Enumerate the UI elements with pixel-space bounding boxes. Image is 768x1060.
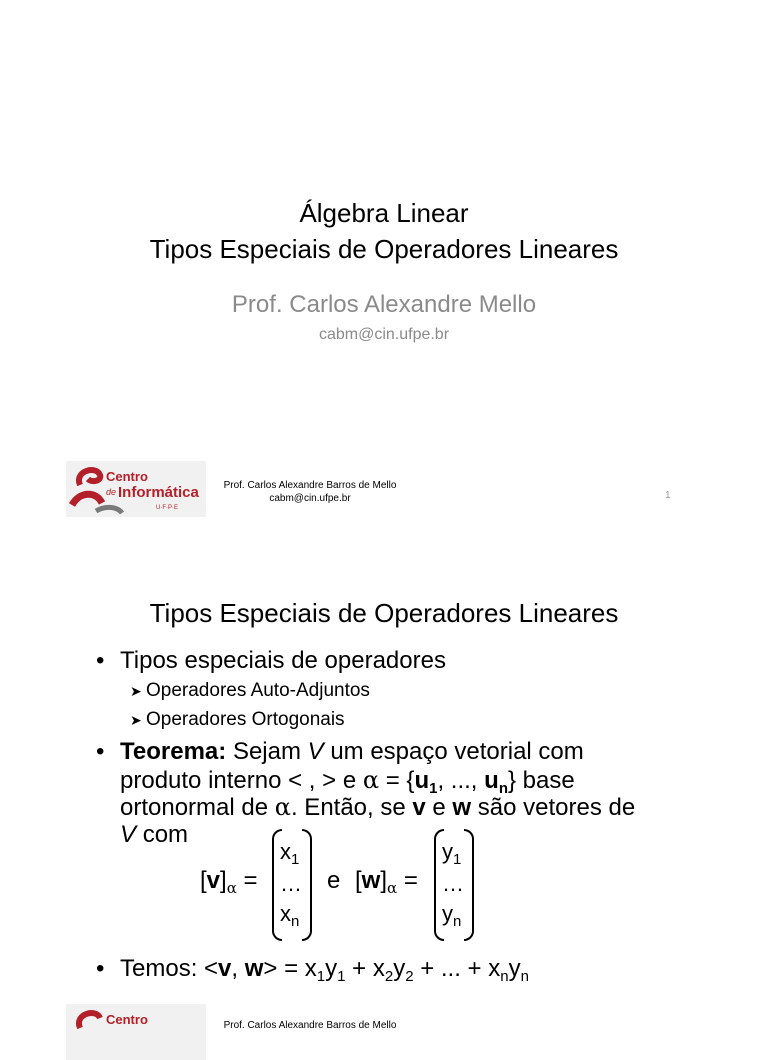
eq-w-label: $[w]_\alpha$ =: [355, 867, 418, 897]
subitem-ortogonais: ➤ Operadores Ortogonais: [130, 709, 345, 730]
arrow-icon: ➤: [130, 683, 142, 699]
slide1-title-line1: Álgebra Linear: [299, 198, 469, 228]
arrow-icon: ➤: [130, 712, 142, 728]
eq-v-label: $[v]_\alpha$ =: [200, 867, 258, 897]
bullet-tipos: • Tipos especiais de operadores: [96, 647, 446, 674]
svg-text:U·F·P·E: U·F·P·E: [156, 505, 178, 511]
page-number: 1: [665, 490, 671, 501]
footer-name-2: Prof. Carlos Alexandre Barros de Mello: [223, 1020, 397, 1031]
bullet-tipos-text: Tipos especiais de operadores: [120, 647, 446, 674]
cin-logo-graphic-2: [66, 1004, 206, 1060]
svg-text:Centro: Centro: [106, 1012, 148, 1027]
slide1-title-line2: Tipos Especiais de Operadores Lineares: [149, 234, 619, 264]
svg-text:Centro: Centro: [106, 469, 148, 484]
cin-logo-graphic: [66, 461, 206, 517]
bullet-temos: • Temos: <v, $w> = x_1y_1 + x_2y_2$ + ... + $x_ny_n$: [96, 955, 529, 985]
slide1-author: Prof. Carlos Alexandre Mello: [231, 291, 537, 318]
theorem-line1: • Teorema: Sejam V um espaço vetorial com: [96, 738, 584, 765]
footer-email: cabm@cin.ufpe.br: [269, 493, 351, 504]
slide1-email: cabm@cin.ufpe.br: [318, 326, 450, 343]
matrix-y: $y_1$ … $y_n$: [434, 829, 474, 939]
theorem-line2: produto interno < , > e $\alpha = \{u_1$, ..., $u_n$} base: [120, 766, 575, 797]
subitem-auto-adjuntos: ➤ Operadores Auto-Adjuntos: [130, 680, 370, 701]
footer-name: Prof. Carlos Alexandre Barros de Mello: [223, 480, 397, 491]
svg-text:Informática: Informática: [118, 484, 199, 501]
cin-logo-2: [66, 1004, 206, 1060]
cin-logo: [66, 461, 206, 517]
theorem-line4: V com: [120, 821, 189, 848]
svg-text:de: de: [106, 487, 117, 497]
theorem-line3: ortonormal de α. Então, se v e w são vetores de: [120, 793, 636, 821]
slide2-title: Tipos Especiais de Operadores Lineares: [149, 598, 619, 628]
eq-e: e: [327, 867, 341, 894]
footer-author-block: [205, 479, 415, 505]
matrix-x: $x_1$ … $x_n$: [272, 829, 312, 939]
